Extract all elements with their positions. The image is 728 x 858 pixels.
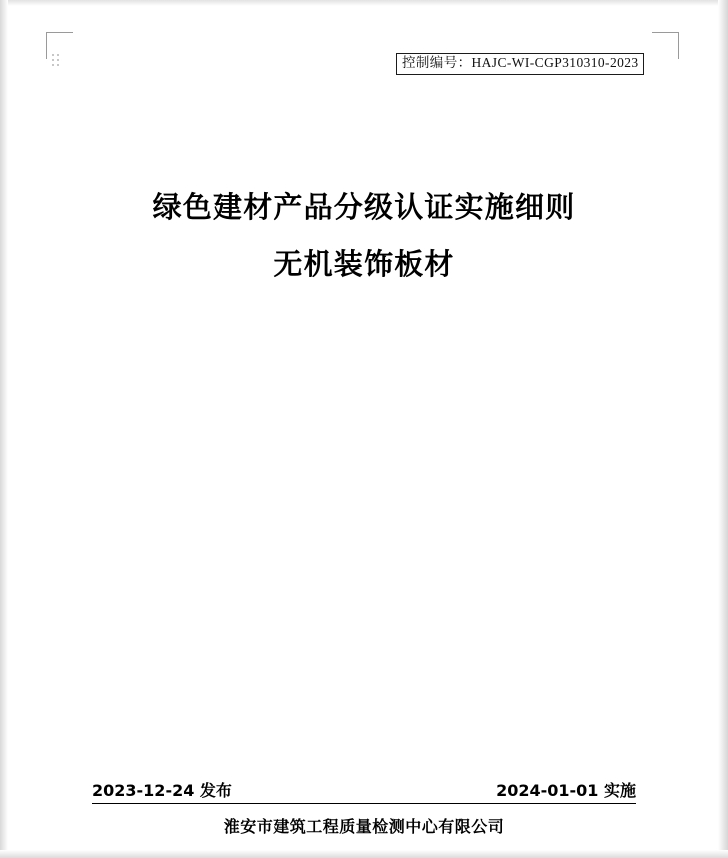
footer-dates-row	[92, 778, 636, 801]
page-edge-top	[0, 0, 728, 6]
page-edge-bottom	[0, 850, 728, 858]
title-block	[0, 188, 728, 284]
document-title-line-1: 绿色建材产品分级认证实施细则	[152, 190, 576, 224]
issuing-organization: 淮安市建筑工程质量检测中心有限公司	[223, 817, 505, 836]
page-edge-right	[718, 0, 728, 858]
crop-mark-top-right-icon	[652, 32, 679, 59]
footer-divider	[92, 803, 636, 804]
issue-date: 2023-12-24 发布	[92, 781, 232, 800]
document-title-line-2: 无机装饰板材	[273, 247, 455, 282]
effective-date: 2024-01-01 实施	[496, 781, 636, 800]
control-number-box: 控制编号：HAJC-WI-CGP310310-2023	[396, 53, 644, 75]
page-edge-left	[0, 0, 8, 858]
grip-dots-icon	[52, 54, 64, 68]
